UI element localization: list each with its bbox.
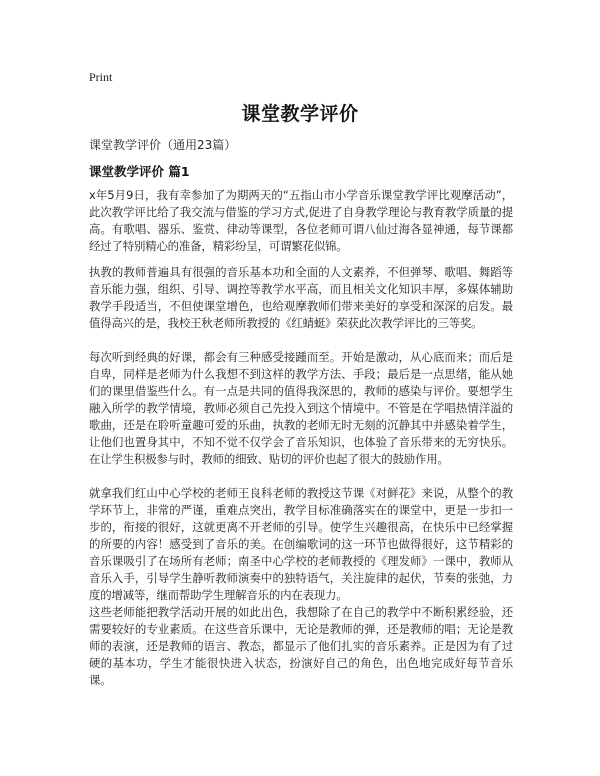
paragraph-5: 这些老师能把教学活动开展的如此出色，我想除了在自己的教学中不断积累经验，还需要较好的专业素质。在这些音乐课中，无论是教师的弹，还是教师的唱；无论是教师的表演，还是教师的语言、教态，都显示了他们扎实的音乐素养。正是因为有了过硬的基本功，学生才能很快进入状态，扮演好自己的角色，出色地完成好每节音乐课。 (89, 605, 513, 687)
document-title: 课堂教学评价 (241, 103, 359, 125)
paragraph-1: x年5月9日，我有幸参加了为期两天的“五指山市小学音乐课堂教学评比观摩活动”，此次教学评比给了我交流与借鉴的学习方式,促进了自身教学理论与教育教学质量的提高。有歌唱、器乐、鉴赏、律动等课型，各位老师可谓八仙过海各显神通，每节课都经过了特别精心的准备，精彩纷呈，可谓繁花似锦。 (89, 188, 513, 253)
print-label: Print (89, 70, 113, 84)
section-heading: 课堂教学评价 篇1 (89, 164, 190, 179)
document-subtitle: 课堂教学评价（通用23篇） (89, 138, 237, 152)
paragraph-4: 就拿我们红山中心学校的老师王良科老师的教授这节课《对鲜花》来说，从整个的教学环节上，非常的严谨，重难点突出，教学目标准确落实在的课堂中，更是一步扣一步的，衔接的很好，这就更离不开老师的引导。使学生兴趣很高，在快乐中已经掌握的所要的内容！感受到了音乐的美。在创编歌词的这一环节也做得很好，这节精彩的音乐课吸引了在场所有老师；南圣中心学校的老师教授的《理发师》一课中，教师从音乐入手，引导学生静听教师演奏中的独特语气，关注旋律的起伏，节奏的张弛，力度的增减等，继而帮助学生理解音乐的内在表现力。 (89, 486, 513, 602)
paragraph-3: 每次听到经典的好课，都会有三种感受接踵而至。开始是激动，从心底而来；而后是自卑，同样是老师为什么我想不到这样的教学方法、手段；最后是一点思绪，能从她们的课里借鉴些什么。有一点是共同的值得我深思的，教师的感染与评价。要想学生融入所学的教学情境，教师必须自己先投入到这个情境中。不管是在学唱热情洋溢的歌曲，还是在聆听童趣可爱的乐曲，执教的老师无时无刻的沉静其中并感染着学生，让他们也置身其中，不知不觉不仅学会了音乐知识，也体验了音乐带来的无穷快乐。在让学生积极参与时，教师的细致、贴切的评价也起了很大的鼓励作用。 (89, 350, 513, 466)
paragraph-2: 执教的教师普遍具有很强的音乐基本功和全面的人文素养，不但弹琴、歌唱、舞蹈等音乐能力强，组织、引导、调控等教学水平高，而且相关文化知识丰厚，多媒体辅助教学手段适当，不但使课堂增色，也给观摩教师们带来美好的享受和深深的启发。最值得高兴的是，我校王秋老师所教授的《红蜻蜓》荣获此次教学评比的三等奖。 (89, 265, 513, 330)
